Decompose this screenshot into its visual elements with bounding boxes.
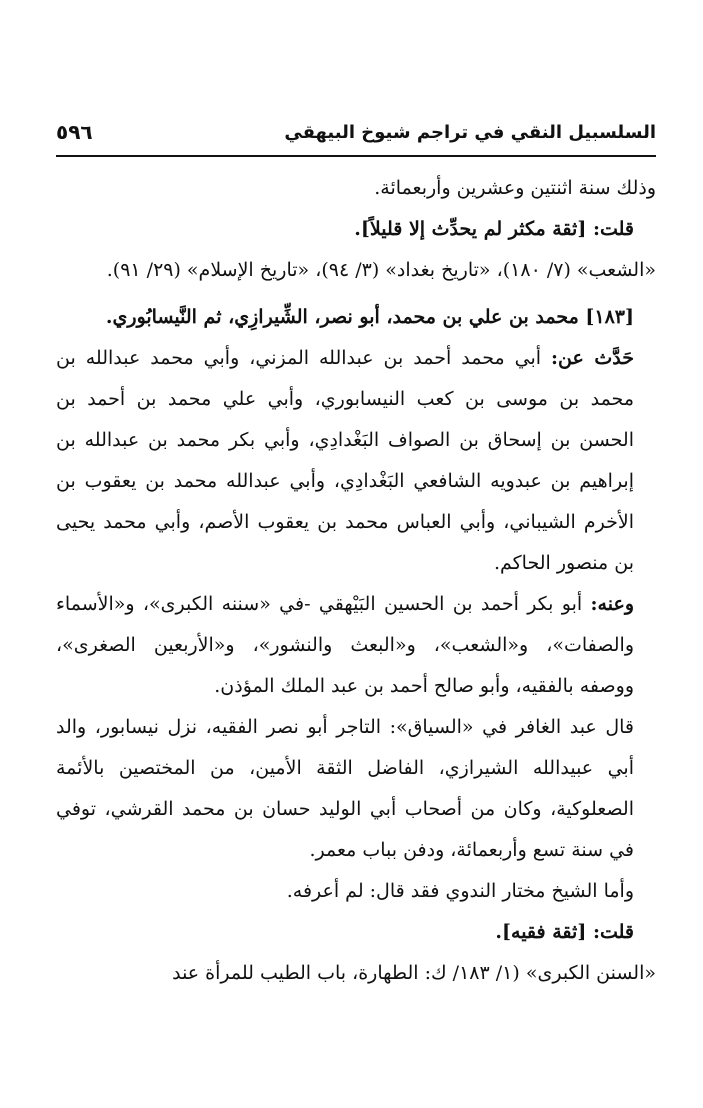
verdict-label: قلت:	[592, 218, 634, 240]
entry-heading: [١٨٣] محمد بن علي بن محمد، أبو نصر، الشِّيرازِي، ثم النَّيسابُوري.	[105, 306, 634, 328]
verdict-text: [ثقة مكثر لم يحدِّث إلا قليلاً].	[354, 218, 587, 240]
narrated-by-text: أبو بكر أحمد بن الحسين البَيْهقي -في «سننه الكبرى»، و«الأسماء والصفات»، و«الشعب»، و«البعث والنشور»، و«الأربعين الصغرى»، ووصفه بالفقيه، وأبو صالح أحمد بن عبد الملك المؤذن.	[56, 593, 634, 697]
narrated-by-label: وعنه:	[590, 593, 634, 615]
entry-verdict-text: [ثقة فقيه].	[495, 921, 587, 943]
running-title: السلسبيل النقي في تراجم شيوخ البيهقي	[284, 122, 656, 143]
narrated-from-label: حَدَّث عن:	[551, 347, 634, 369]
verdict-paragraph	[56, 209, 656, 250]
header-rule	[56, 155, 656, 157]
entry-verdict-label: قلت:	[592, 921, 634, 943]
entry-sources-start: «السنن الكبرى» (١/ ١٨٣/ ك: الطهارة، باب الطيب للمرأة عند	[172, 962, 656, 984]
narrated-from-paragraph	[56, 338, 656, 584]
narrated-by-paragraph	[56, 584, 656, 707]
death-line: وذلك سنة اثنتين وعشرين وأربعمائة.	[374, 177, 656, 199]
page-body	[56, 168, 656, 994]
page-number: ٥٩٦	[56, 120, 93, 144]
nadwi-paragraph: وأما الشيخ مختار الندوي فقد قال: لم أعرفه.	[286, 880, 634, 902]
narrated-from-text: أبي محمد أحمد بن عبدالله المزني، وأبي محمد عبدالله بن محمد بن موسى بن كعب النيسابوري، وأبي علي محمد بن أحمد بن الحسن بن إسحاق بن الصواف البَغْدادِي، وأبي بكر محمد بن عبدالله بن إبراهيم بن عبدويه الشافعي البَغْدادِي، وأبي عبدالله محمد بن يعقوب بن الأخرم الشيباني، وأبي العباس محمد بن يعقوب الأصم، وأبي محمد يحيى بن منصور الحاكم.	[56, 347, 634, 574]
page-header	[56, 118, 656, 154]
quote-paragraph: قال عبد الغافر في «السياق»: التاجر أبو نصر الفقيه، نزل نيسابور، والد أبي عبيدالله الشيرازي، الفاضل الثقة الأمين، من المختصين بالأئمة الصعلوكية، وكان من أصحاب أبي الوليد حسان بن محمد القرشي، توفي في سنة تسع وأربعمائة، ودفن بباب معمر.	[56, 716, 634, 861]
sources-paragraph: «الشعب» (٧/ ١٨٠)، «تاريخ بغداد» (٣/ ٩٤)، «تاريخ الإسلام» (٢٩/ ٩١).	[106, 259, 656, 281]
entry-verdict	[56, 912, 656, 953]
